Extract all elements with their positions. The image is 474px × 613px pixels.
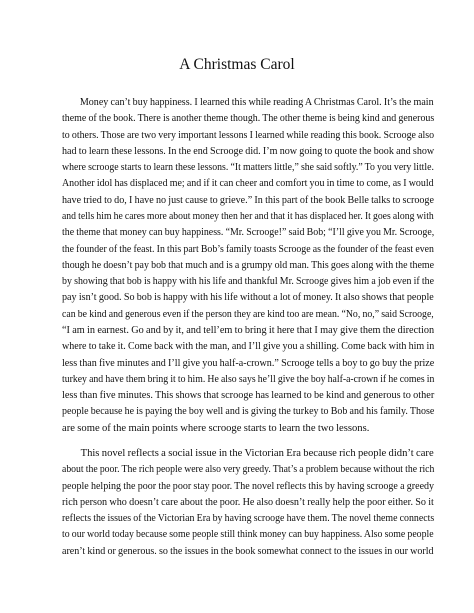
text-line: about the poor. The rich people were also very greedy. That’s a problem because without the rich — [62, 464, 435, 476]
text-line: had to learn these lessons. In the end Scrooge did. I’m now going to quote the book and show — [62, 145, 435, 157]
paragraph-2 — [62, 446, 435, 560]
text-line: This novel reflects a social issue in the Victorian Era because rich people didn’t care — [62, 448, 434, 459]
text-line: people because he is paying the boy well and is giving the turkey to Bob and his family. Those — [62, 406, 435, 418]
text-line: less than five minutes. This shows that scrooge has learned to be kind and generous to other — [62, 390, 435, 402]
text-line: people helping the poor the poor stay poor. The novel reflects this by having scrooge a greedy — [62, 480, 435, 492]
text-line: theme of the book. There is another theme though. The other theme is being kind and generous — [62, 113, 435, 125]
text-line: the theme that money can buy happiness. “Mr. Scrooge!” said Bob; “I’ll give you Mr. Scrooge, — [62, 227, 435, 239]
text-line: where to take it. Come back with the man, and I’ll give you a shilling. Come back with him in — [62, 341, 435, 353]
text-line: have tried to do, I have no just cause to grieve.” In this part of the book Belle talks to scrooge — [62, 194, 434, 206]
text-line: Money can’t buy happiness. I learned this while reading A Christmas Carol. It’s the main — [62, 97, 434, 108]
paragraph-1 — [62, 95, 435, 437]
text-line: and tells him he cares more about money then her and that it has displaced her. It goes along with — [62, 210, 434, 222]
text-line: less than five minutes and I’ll give you half-a-crown.” Scrooge tells a boy to go buy the prize — [62, 357, 435, 369]
text-line: pay isn’t good. So bob is happy with his life without a lot of money. It also shows that people — [62, 292, 434, 304]
text-line: aren’t kind or generous. so the issues in the book somewhat connect to the issues in our world — [62, 545, 434, 557]
text-line: where scrooge starts to learn these lessons. “It matters little,” she said softly.” To you very little. — [62, 162, 434, 174]
text-line: can be kind and generous even if the person they are kind too are mean. “No, no,” said Scrooge, — [62, 308, 434, 320]
text-line: are some of the main points where scrooge starts to learn the two lessons. — [62, 422, 370, 434]
text-line: by showing that bob is happy with his life and thankful Mr. Scrooge gives him a job even if the — [62, 276, 434, 288]
document-title: A Christmas Carol — [179, 56, 295, 73]
text-line: to our world today because some people still think money can buy happiness. Also some people — [62, 529, 434, 541]
text-line: Another idol has displaced me; and if it can cheer and comfort you in time to come, as I would — [62, 178, 434, 190]
text-line: “I am in earnest. Go and by it, and tell’em to bring it here that I may give them the direction — [62, 324, 435, 336]
text-line: though he doesn’t pay bob that much and is a grumpy old man. This goes along with the theme — [62, 259, 435, 271]
text-line: reflects the issues of the Victorian Era by having scrooge have them. The novel theme connects — [62, 513, 435, 525]
text-line: to others. Those are two very important lessons I learned while reading this book. Scrooge also — [62, 129, 435, 141]
text-line: the founder of the feast. In this part Bob’s family toasts Scrooge as the founder of the feast even — [62, 243, 434, 255]
text-line: turkey and have them bring it to him. He also says he’ll give the boy half-a-crown if he comes in — [62, 373, 435, 385]
text-line: rich person who doesn’t care about the poor. He also doesn’t really help the poor either. So it — [62, 496, 434, 508]
